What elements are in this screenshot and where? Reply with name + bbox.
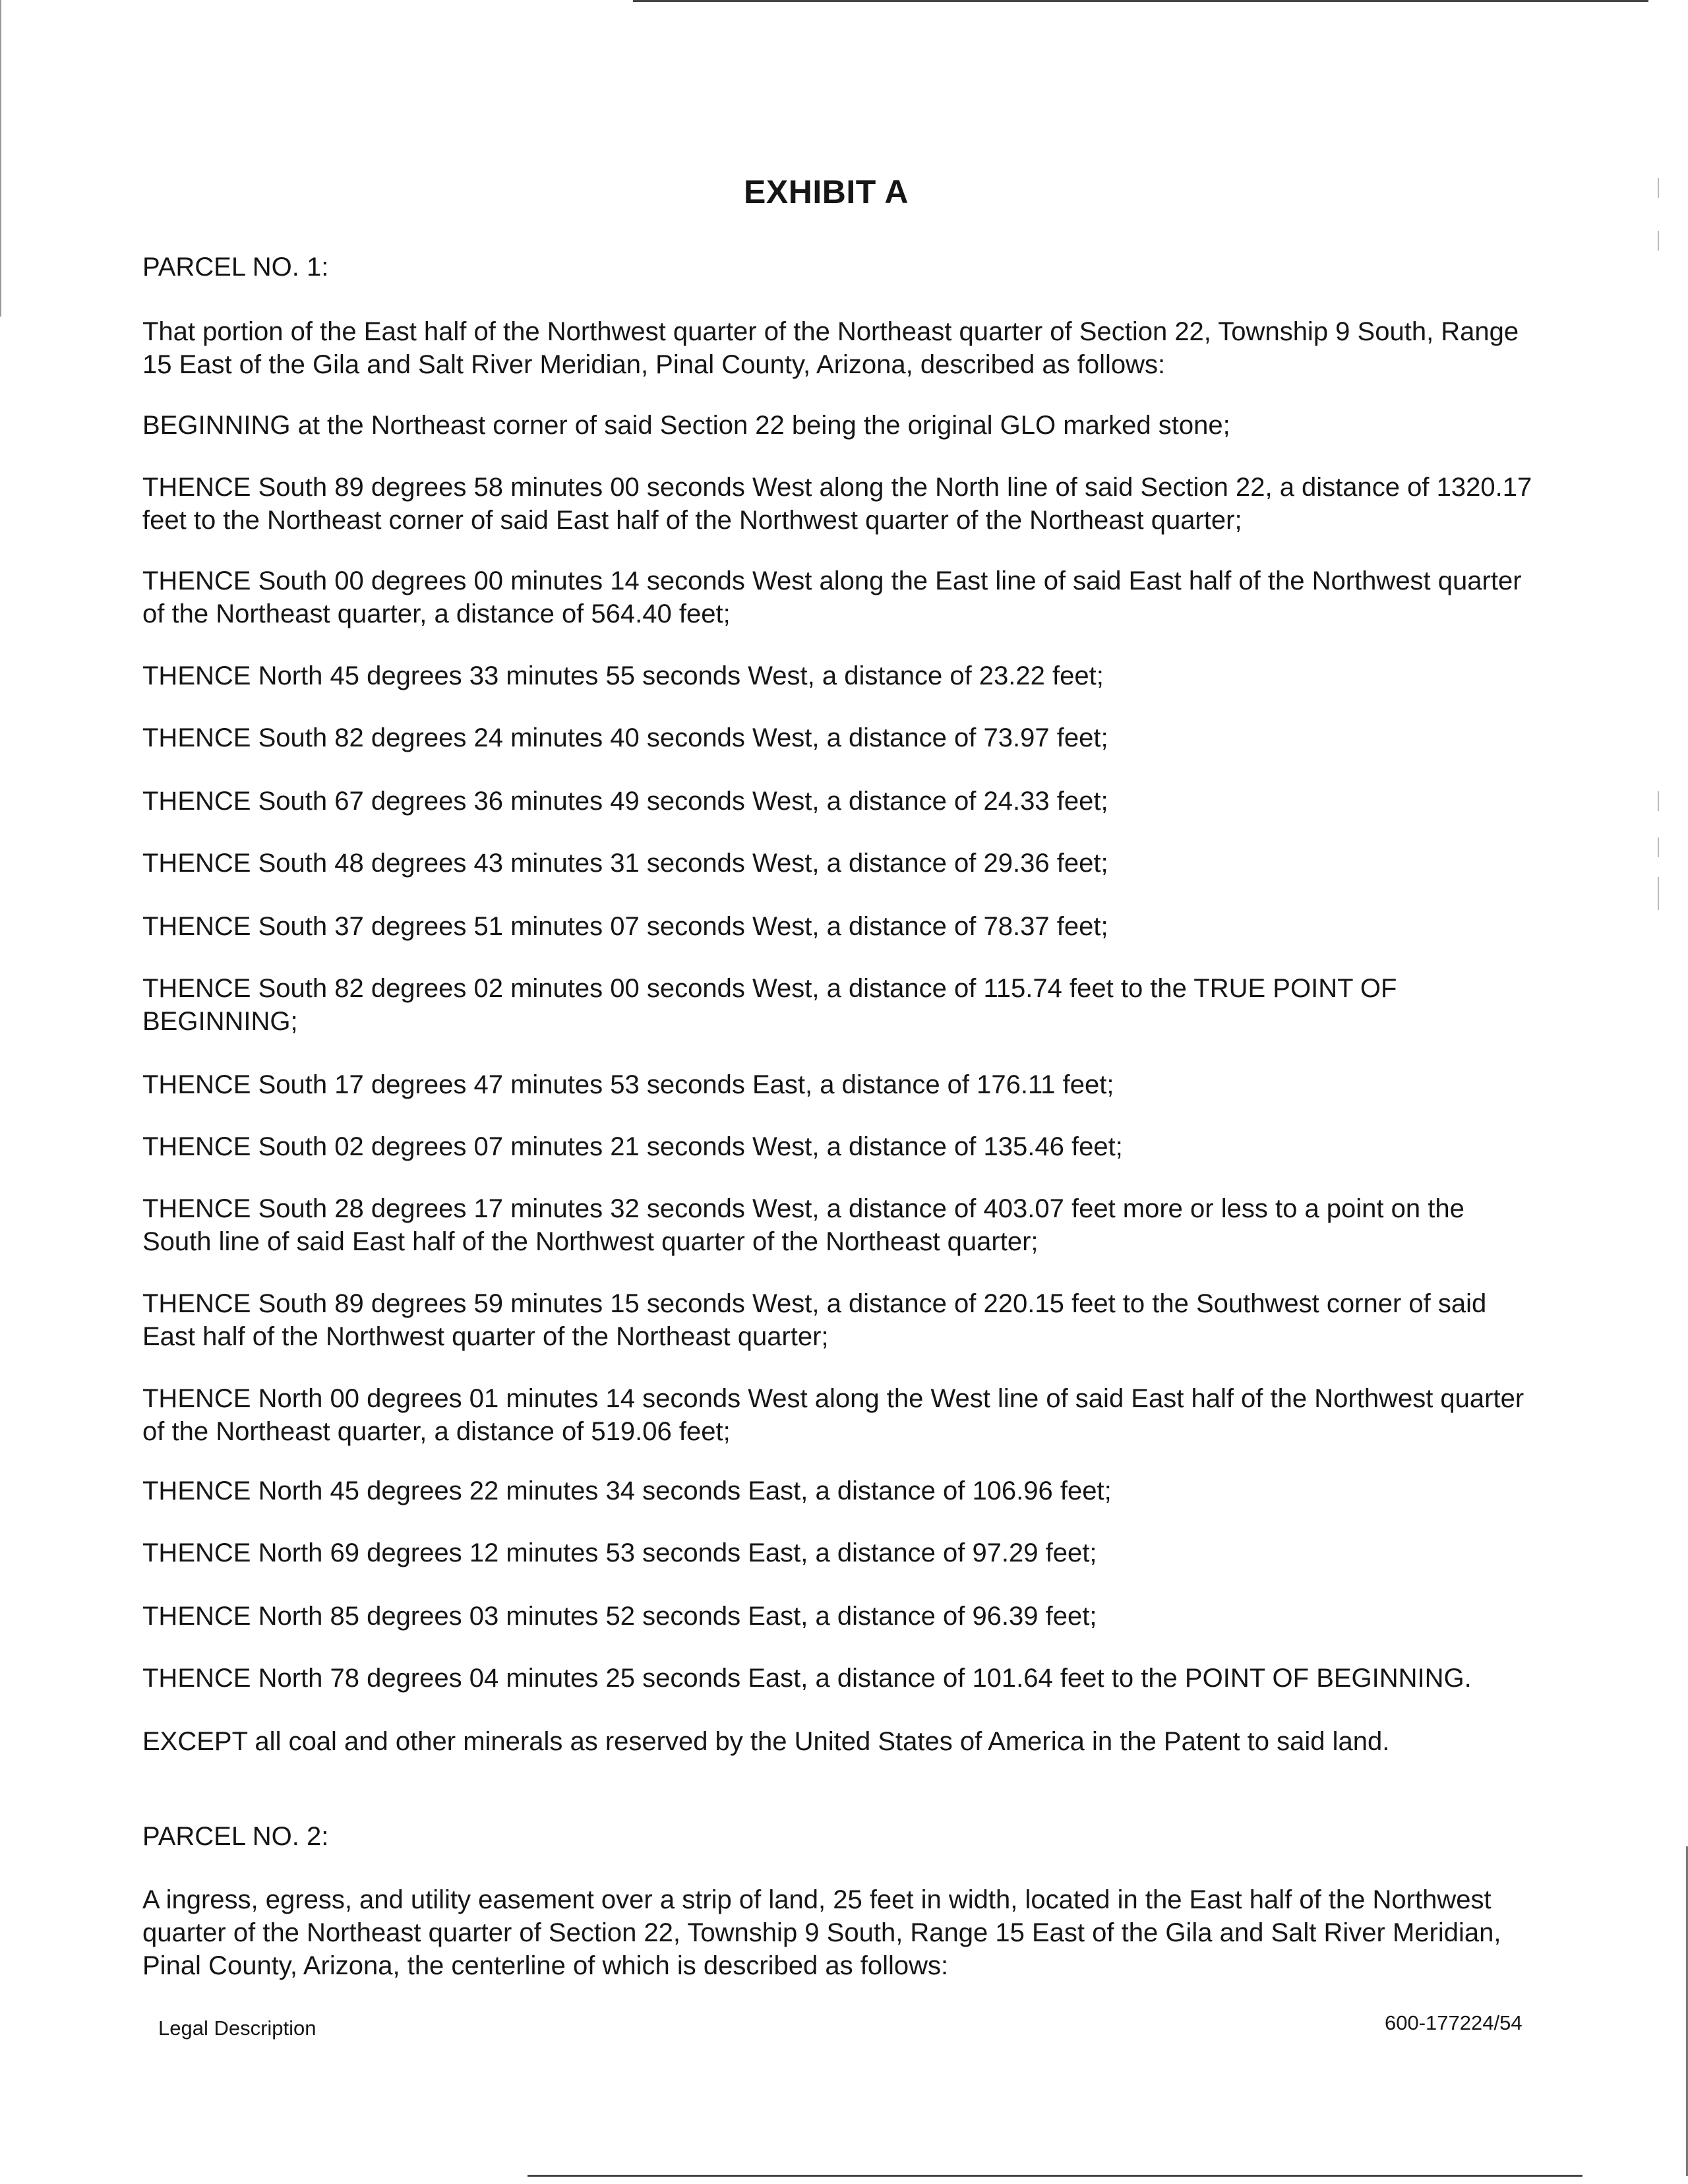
parcel-1-course-14: THENCE North 45 degrees 22 minutes 34 seconds East, a distance of 106.96 feet; <box>142 1476 1112 1505</box>
parcel-1-course-9: THENCE South 17 degrees 47 minutes 53 seconds East, a distance of 176.11 feet; <box>142 1070 1114 1099</box>
document-title: EXHIBIT A <box>744 173 909 210</box>
parcel-1-course-7: THENCE South 37 degrees 51 minutes 07 seconds West, a distance of 78.37 feet; <box>142 912 1108 941</box>
parcel-1-course-4: THENCE South 82 degrees 24 minutes 40 seconds West, a distance of 73.97 feet; <box>142 723 1108 752</box>
scan-mark <box>1658 231 1659 251</box>
scan-edge-bottom <box>528 2175 1582 2177</box>
parcel-1-beginning: BEGINNING at the Northeast corner of said Section 22 being the original GLO marked stone; <box>142 411 1230 440</box>
parcel-1-course-16: THENCE North 85 degrees 03 minutes 52 seconds East, a distance of 96.39 feet; <box>142 1602 1097 1631</box>
footer-document-type: Legal Description <box>158 2017 316 2040</box>
parcel-1-course-15: THENCE North 69 degrees 12 minutes 53 seconds East, a distance of 97.29 feet; <box>142 1538 1097 1567</box>
scan-edge-left <box>0 0 1 317</box>
footer-reference-number: 600-177224/54 <box>1385 2011 1522 2034</box>
scan-mark <box>1658 791 1659 811</box>
scan-mark <box>1658 178 1659 198</box>
scan-mark <box>1658 837 1659 857</box>
parcel-1-course-17: THENCE North 78 degrees 04 minutes 25 seconds East, a distance of 101.64 feet to the POINT OF BEGINNING. <box>142 1664 1472 1693</box>
parcel-1-intro: That portion of the East half of the Northwest quarter of the Northeast quarter of Section 22, Township 9 South, Range 15 East of the Gila and Salt River Meridian, Pinal County, Arizona, described as follows: <box>142 317 1519 379</box>
parcel-1-exception: EXCEPT all coal and other minerals as reserved by the United States of America in the Patent to said land. <box>142 1727 1390 1756</box>
scan-edge-top <box>633 0 1648 2</box>
parcel-1-course-1: THENCE South 89 degrees 58 minutes 00 seconds West along the North line of said Section 22, a distance of 1320.17 feet to the Northeast corner of said East half of the Northwest quarter of the Northeast quarter; <box>142 473 1532 535</box>
parcel-1-course-10: THENCE South 02 degrees 07 minutes 21 seconds West, a distance of 135.46 feet; <box>142 1132 1123 1161</box>
parcel-2-description: A ingress, egress, and utility easement over a strip of land, 25 feet in width, located in the East half of the Northwest quarter of the Northeast quarter of Section 22, Township 9 South, Range 15 East of the Gila and Salt River Meridian, Pinal County, Arizona, the centerline of which is described as follows: <box>142 1885 1501 1980</box>
parcel-1-course-12: THENCE South 89 degrees 59 minutes 15 seconds West, a distance of 220.15 feet to the Southwest corner of said East half of the Northwest quarter of the Northeast quarter; <box>142 1289 1487 1351</box>
parcel-1-course-2: THENCE South 00 degrees 00 minutes 14 seconds West along the East line of said East half of the Northwest quarter of the Northeast quarter, a distance of 564.40 feet; <box>142 566 1522 628</box>
parcel-1-course-5: THENCE South 67 degrees 36 minutes 49 seconds West, a distance of 24.33 feet; <box>142 787 1108 816</box>
parcel-1-course-11: THENCE South 28 degrees 17 minutes 32 seconds West, a distance of 403.07 feet more or less to a point on the South line of said East half of the Northwest quarter of the Northeast quarter; <box>142 1194 1464 1256</box>
scan-mark <box>1658 877 1659 910</box>
parcel-2-heading: PARCEL NO. 2: <box>142 1822 329 1851</box>
parcel-1-course-8: THENCE South 82 degrees 02 minutes 00 seconds West, a distance of 115.74 feet to the TRUE POINT OF BEGINNING; <box>142 974 1397 1036</box>
parcel-1-course-6: THENCE South 48 degrees 43 minutes 31 seconds West, a distance of 29.36 feet; <box>142 849 1108 878</box>
parcel-1-course-13: THENCE North 00 degrees 01 minutes 14 seconds West along the West line of said East half of the Northwest quarter of the Northeast quarter, a distance of 519.06 feet; <box>142 1384 1524 1446</box>
parcel-1-course-3: THENCE North 45 degrees 33 minutes 55 seconds West, a distance of 23.22 feet; <box>142 661 1104 690</box>
parcel-1-heading: PARCEL NO. 1: <box>142 253 329 282</box>
